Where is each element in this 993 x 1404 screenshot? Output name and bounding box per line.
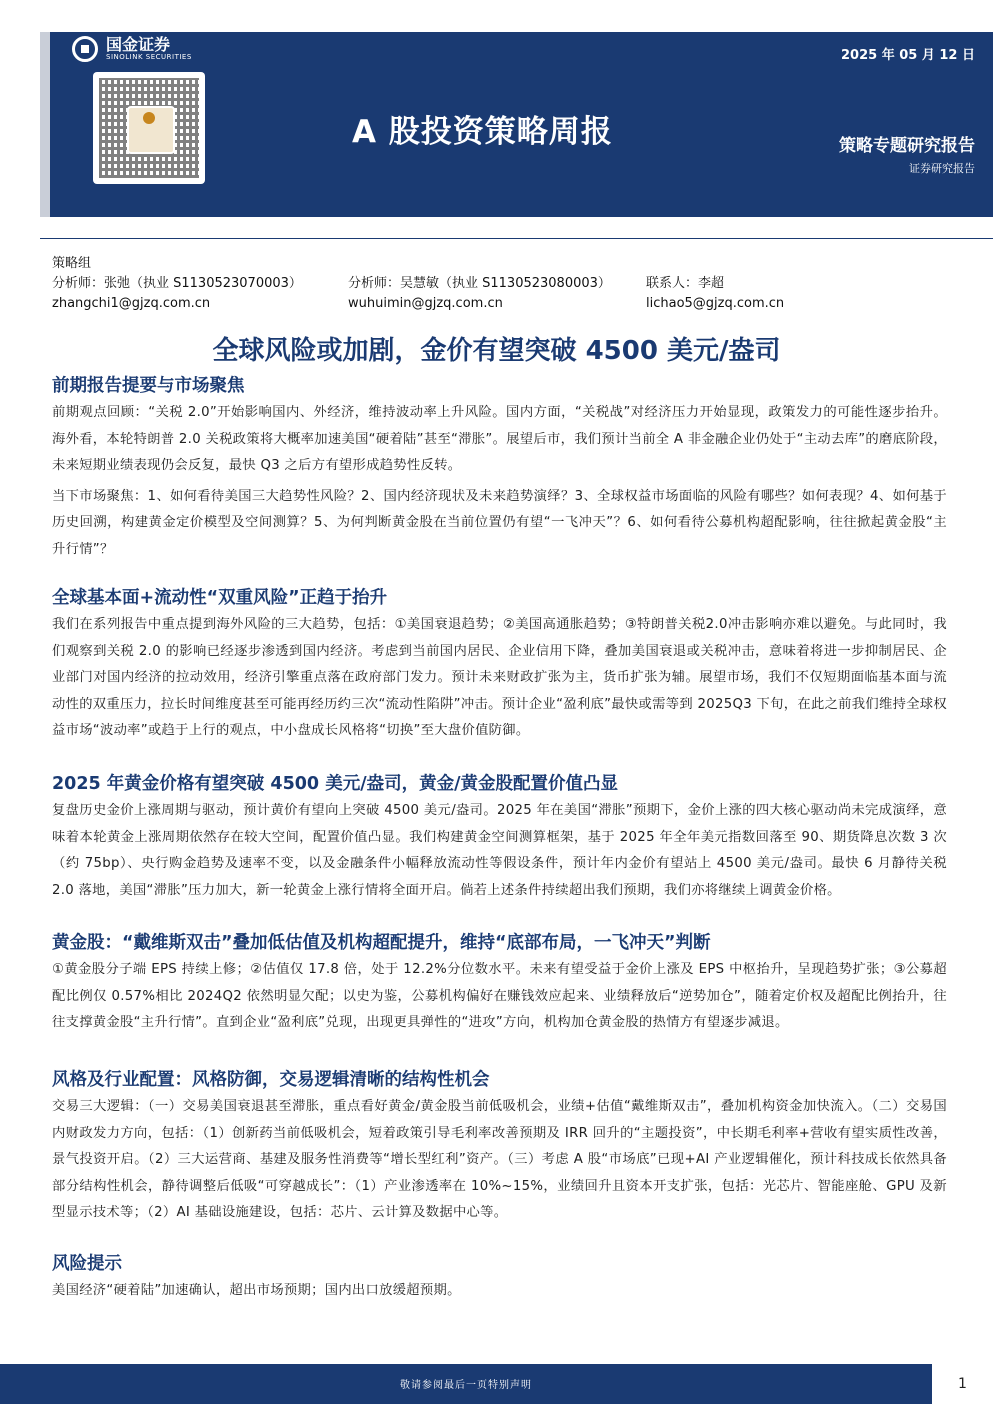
footer-disclaimer: 敬请参阅最后一页特别声明 <box>400 1380 532 1391</box>
report-title: A 股投资策略周报 <box>352 114 613 150</box>
logo-name-en: SINOLINK SECURITIES <box>106 53 192 61</box>
section-paragraph: 美国经济“硬着陆”加速确认，超出市场预期；国内出口放缓超预期。 <box>52 1283 461 1298</box>
section-gold-price <box>52 772 947 904</box>
section-heading: 全球基本面+流动性“双重风险”正趋于抬升 <box>52 588 388 608</box>
section-style-allocation <box>52 1068 947 1227</box>
report-date: 2025 年 05 月 12 日 <box>841 48 975 63</box>
analyst-1-title: 分析师：张弛（执业 S1130523070003） <box>52 276 302 291</box>
section-paragraph: 我们在系列报告中重点提到海外风险的三大趋势，包括：①美国衰退趋势；②美国高通胀趋势；③特朗普关税2.0冲击影响亦难以避免。与此同时，我们观察到关税 2.0 的影响已经逐步渗透到国内经济。考虑到当前国内居民、企业信用下降，叠加美国衰退或关税冲击，意味着将进一步抑制居民、企业部门对国内经济的拉动效用，经济引擎重点落在政府部门发力。预计未来财政扩张为主，货币扩张为辅。展望市场，我们不仅短期面临基本面与流动性的双重压力，拉长时间维度甚至可能再经历约三次“流动性陷阱”冲击。预计企业“盈利底”最快或需等到 2025Q3 下旬，在此之前我们维持全球权益市场“波动率”或趋于上行的观点，中小盘成长风格将“切换”至大盘价值防御。 <box>52 617 947 738</box>
section-heading: 风险提示 <box>52 1254 122 1274</box>
contact-title: 联系人：李超 <box>646 276 725 291</box>
report-subtype: 证券研究报告 <box>909 162 975 175</box>
section-risk-warning <box>52 1252 947 1305</box>
section-heading: 2025 年黄金价格有望突破 4500 美元/盎司，黄金/黄金股配置价值凸显 <box>52 774 618 794</box>
section-gold-stocks <box>52 931 947 1037</box>
banner-edge <box>40 32 50 217</box>
page-number: 1 <box>958 1376 967 1392</box>
section-report-recap <box>52 374 947 563</box>
analyst-1-email[interactable]: zhangchi1@gjzq.com.cn <box>52 296 211 311</box>
report-type: 策略专题研究报告 <box>839 136 975 156</box>
section-paragraph: 前期观点回顾：“关税 2.0”开始影响国内、外经济，维持波动率上升风险。国内方面，“关税战”对经济压力开始显现，政策发力的可能性逐步抬升。海外看，本轮特朗普 2.0 关税政策将大概率加速美国“硬着陆”甚至“滞胀”。展望后市，我们预计当前全 A 非金融企业仍处于“主动去库”的磨底阶段，未来短期业绩表现仍会反复，最快 Q3 之后方有望形成趋势性反转。 <box>52 405 947 473</box>
analyst-2-email[interactable]: wuhuimin@gjzq.com.cn <box>348 296 503 311</box>
analyst-2-title: 分析师：吴慧敏（执业 S1130523080003） <box>348 276 611 291</box>
analyst-group: 策略组 <box>52 256 92 271</box>
section-heading: 黄金股：“戴维斯双击”叠加低估值及机构超配提升，维持“底部布局，一飞冲天”判断 <box>52 933 711 953</box>
section-heading: 前期报告提要与市场聚焦 <box>52 376 245 396</box>
section-paragraph: 当下市场聚焦：1、如何看待美国三大趋势性风险？2、国内经济现状及未来趋势演绎？3、全球权益市场面临的风险有哪些？如何表现？4、如何基于历史回溯，构建黄金定价模型及空间测算？5、为何判断黄金股在当前位置仍有望“一飞冲天”？6、如何看待公募机构超配影响，往往掀起黄金股“主升行情”？ <box>52 488 947 557</box>
logo-name-cn: 国金证券 <box>106 35 171 54</box>
qr-code-icon <box>93 72 205 184</box>
section-paragraph: ①黄金股分子端 EPS 持续上修；②估值仅 17.8 倍，处于 12.2%分位数水平。未来有望受益于金价上涨及 EPS 中枢抬升，呈现趋势扩张；③公募超配比例仅 0.57%相比 2024Q2 依然明显欠配；以史为鉴，公募机构偏好在赚钱效应起来、业绩释放后“逆势加仓”，随着定价权及超配比例抬升，往往支撑黄金股“主升行情”。直到企业“盈利底”兑现，出现更具弹性的“进攻”方向，机构加仓黄金股的热情方有望逐步减退。 <box>52 962 947 1030</box>
section-global-risk <box>52 586 947 745</box>
section-paragraph: 交易三大逻辑：（一）交易美国衰退甚至滞胀，重点看好黄金/黄金股当前低吸机会，业绩+估值“戴维斯双击”，叠加机构资金加快流入。（二）交易国内财政发力方向，包括：（1）创新药当前低吸机会，短着政策引导毛利率改善预期及 IRR 回升的“主题投资”，中长期毛利率+营收有望实质性改善，景气投资开启。（2）三大运营商、基建及服务性消费等“增长型红利”资产。（三）考虑 A 股“市场底”已现+AI 产业逻辑催化，预计科技成长依然具备部分结构性机会，静待调整后低吸“可穿越成长”：（1）产业渗透率在 10%~15%，业绩回升且资本开支扩张，包括：光芯片、智能座舱、GPU 及新型显示技术等；（2）AI 基础设施建设，包括：芯片、云计算及数据中心等。 <box>52 1099 947 1220</box>
section-paragraph: 复盘历史金价上涨周期与驱动，预计黄价有望向上突破 4500 美元/盎司。2025 年在美国“滞胀”预期下，金价上涨的四大核心驱动尚未完成演绎，意味着本轮黄金上涨周期依然存在较大空间，配置价值凸显。我们构建黄金空间测算框架，基于 2025 年全年美元指数回落至 90、期货降息次数 3 次（约 75bp）、央行购金趋势及速率不变，以及金融条件小幅释放流动性等假设条件，预计年内金价有望站上 4500 美元/盎司。最快 6 月静待关税 2.0 落地，美国“滞胀”压力加大，新一轮黄金上涨行情将全面开启。倘若上述条件持续超出我们预期，我们亦将继续上调黄金价格。 <box>52 803 947 898</box>
header-divider <box>40 238 993 239</box>
contact-email[interactable]: lichao5@gjzq.com.cn <box>646 296 785 311</box>
section-heading: 风格及行业配置：风格防御，交易逻辑清晰的结构性机会 <box>52 1070 490 1090</box>
company-logo <box>72 36 192 62</box>
main-headline: 全球风险或加剧，金价有望突破 4500 美元/盎司 <box>212 336 781 366</box>
logo-icon <box>72 36 98 62</box>
